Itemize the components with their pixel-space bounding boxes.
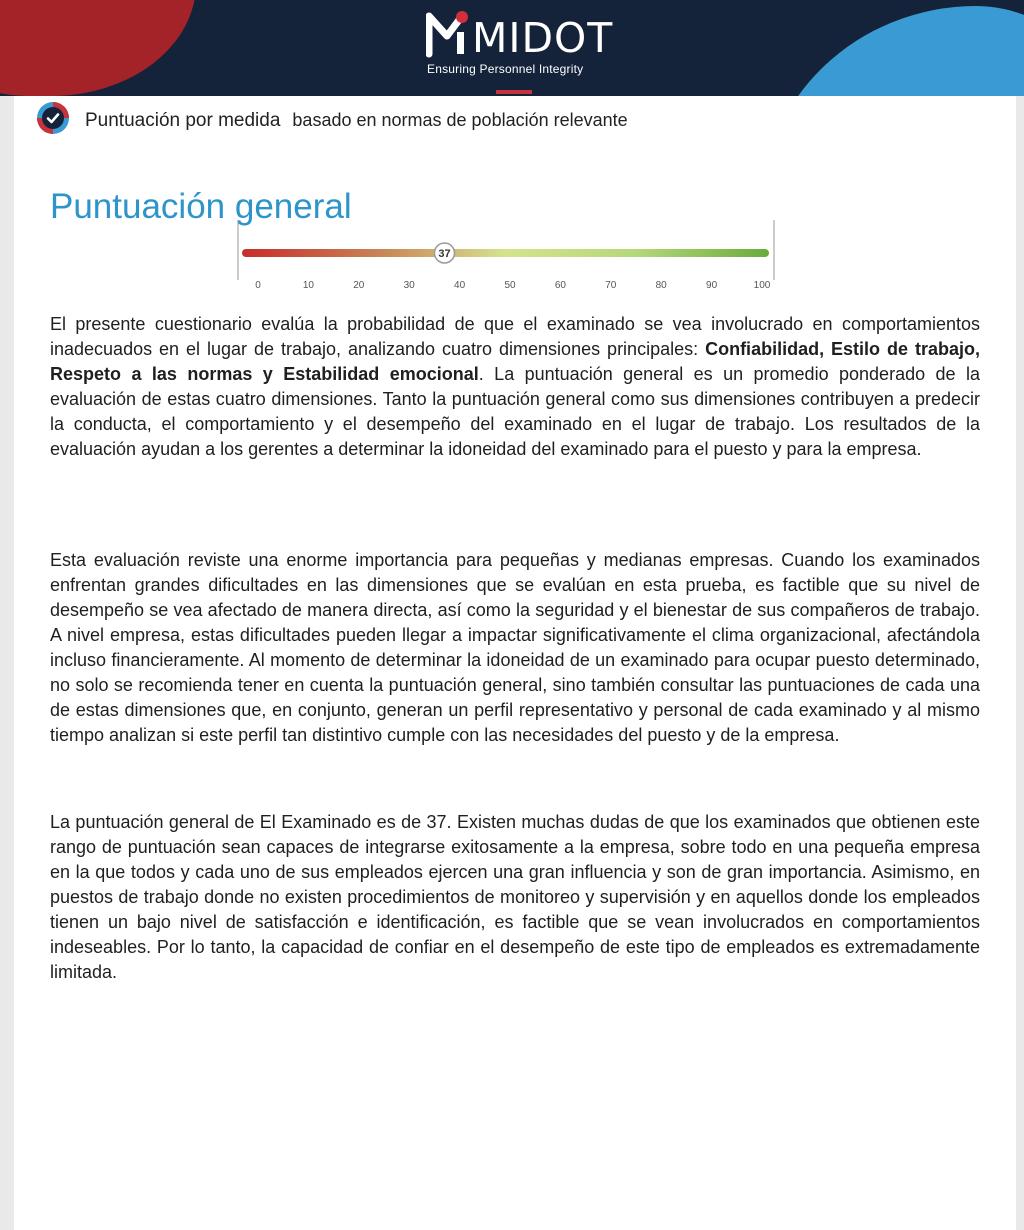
midot-logo	[426, 8, 614, 80]
paragraph-score-interpretation: La puntuación general de El Examinado es de 37. Existen muchas dudas de que los examinados que obtienen este rango de puntuación sean capaces de integrarse exitosamente a la empresa, sobre todo en una pequeña empresa en la que todos y cada uno de sus empleados ejercen una gran influencia y son de gran importancia. Asimismo, en puestos de trabajo donde no existen procedimientos de monitoreo y supervisión y en aquellos donde los empleados tienen un bajo nivel de satisfacción e identificación, es factible que se vean involucrados en comportamientos indeseables. Por lo tanto, la capacidad de confiar en el desempeño de este tipo de empleados es extremadamente limitada.	[50, 812, 980, 982]
gauge-tick-label: 50	[504, 280, 516, 291]
gauge-tick-label: 60	[554, 280, 566, 291]
paragraph-intro-end: . La puntuación general es un promedio ponderado de la evaluación de estas cuatro dimensiones. Tanto la puntuación general como sus dimensiones contribuyen a predecir la conducta, el comportamiento y el desempeño del examinado en el lugar de trabajo. Los resultados de la evaluación ayudan a los gerentes a determinar la idoneidad del examinado para el puesto y para la empresa.	[50, 364, 980, 459]
paragraph-importance: Esta evaluación reviste una enorme importancia para pequeñas y medianas empresas. Cuando los examinados enfrentan grandes dificultades en las dimensiones que se evalúan en esta prueba, es factible que su nivel de desempeño se vea afectado de manera directa, así como la seguridad y el bienestar de sus compañeros de trabajo. A nivel empresa, estas dificultades pueden llegar a impactar significativamente el clima organizacional, afectándola incluso financieramente. Al momento de determinar la idoneidad de un examinado para ocupar puesto determinado, no solo se recomienda tener en cuenta la puntuación general, sino también consultar las puntuaciones de cada una de estas dimensiones que, en conjunto, generan un perfil representativo y personal de cada examinado y al mismo tiempo analizan si este perfil tan distintivo cumple con las necesidades del puesto y de la empresa.	[50, 550, 980, 745]
header-blue-shape	[760, 6, 1024, 96]
paragraph-intro	[50, 312, 980, 462]
report-header	[0, 0, 1024, 96]
header-red-shape	[0, 0, 196, 96]
gauge-tick-label: 10	[302, 280, 314, 291]
logo-brand-text: MIDOT	[472, 14, 614, 62]
logo-tagline: Ensuring Personnel Integrity	[427, 62, 584, 76]
measure-heading	[85, 110, 628, 132]
gauge-score-marker	[434, 243, 454, 263]
gauge-tick-label: 100	[753, 280, 771, 291]
measure-label: Puntuación por medida	[85, 110, 281, 131]
midot-logo-mark-icon	[426, 10, 470, 58]
gauge-tick-label: 30	[403, 280, 415, 291]
gauge-tick-label: 90	[706, 280, 718, 291]
measure-subtitle: basado en normas de población relevante	[292, 110, 628, 130]
paragraph-intro-start: El presente cuestionario evalúa la probabilidad de que el examinado se vea involucrado en comportamientos inadecuados en el lugar de trabajo, analizando cuatro dimensiones principales:	[50, 314, 980, 359]
gauge-bar	[242, 249, 769, 257]
gauge-tick-label: 40	[454, 280, 466, 291]
score-gauge	[236, 216, 776, 296]
paragraph-intro-dimensions: Confiabilidad, Estilo de trabajo, Respeto a las normas y Estabilidad emocional	[50, 339, 980, 384]
report-page	[14, 96, 1016, 1230]
gauge-tick-label: 20	[353, 280, 365, 291]
gauge-score-label: 37	[438, 248, 451, 260]
check-badge-icon	[36, 101, 70, 135]
gauge-tick-label: 70	[605, 280, 617, 291]
page-title: Puntuación general	[50, 187, 352, 227]
header-accent-line	[496, 90, 532, 94]
gauge-tick-label: 80	[655, 280, 667, 291]
gauge-tick-label: 0	[255, 280, 261, 291]
